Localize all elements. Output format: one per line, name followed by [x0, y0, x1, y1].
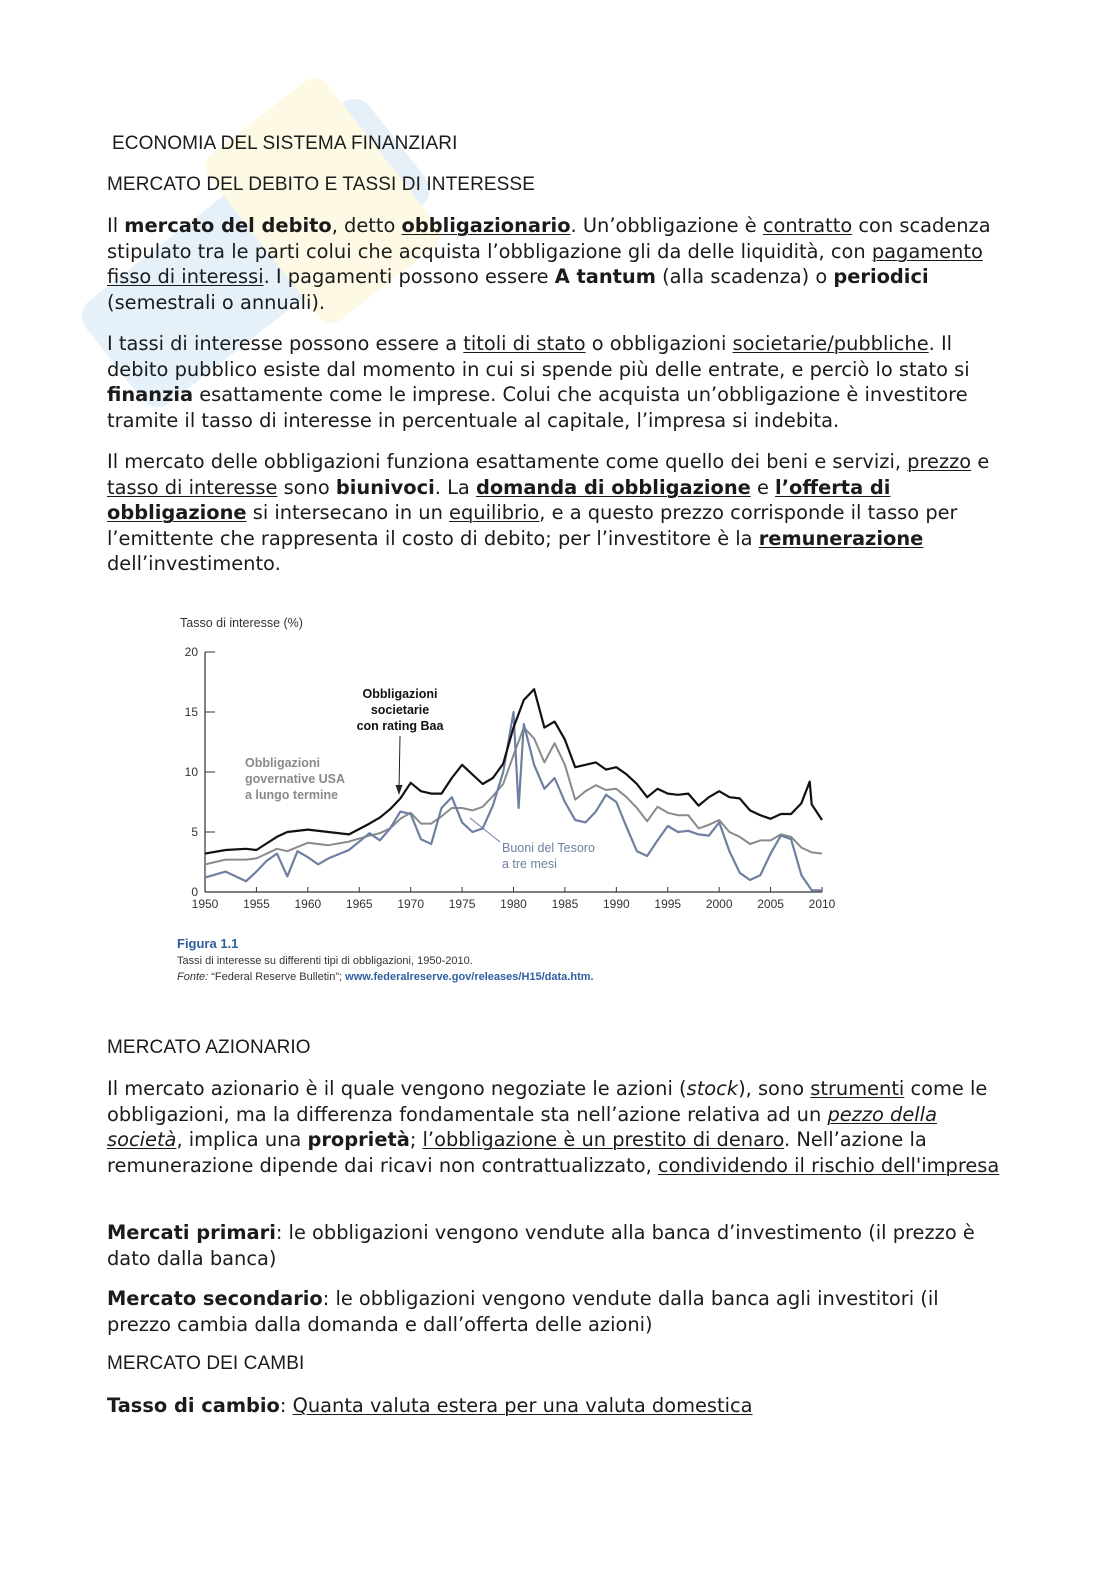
- series-annotation-line: governative USA: [245, 772, 346, 786]
- y-tick-label: 5: [191, 825, 198, 839]
- figure-source: Fonte: “Federal Reserve Bulletin”; www.federalreserve.gov/releases/H15/data.htm.: [177, 971, 594, 983]
- x-tick-label: 1970: [397, 897, 425, 911]
- y-tick-label: 0: [191, 885, 198, 899]
- x-tick-label: 2010: [808, 897, 836, 911]
- x-tick-label: 1975: [448, 897, 476, 911]
- paragraph-exchange-rate: Tasso di cambio: Quanta valuta estera per una valuta domestica: [107, 1394, 753, 1417]
- x-tick-label: 1985: [551, 897, 579, 911]
- y-tick-label: 20: [184, 645, 198, 659]
- series-annotation-line: con rating Baa: [356, 719, 444, 733]
- y-tick-label: 10: [184, 765, 198, 779]
- interest-rate-chart: [170, 610, 850, 995]
- series-annotation-2: [502, 841, 595, 871]
- x-tick-label: 2005: [757, 897, 784, 911]
- paragraph-primary-markets: Mercati primari: le obbligazioni vengono vendute alla banca d’investimento (il prezzo è dato dalla banca): [107, 1221, 975, 1270]
- paragraph-secondary-market: Mercato secondario: le obbligazioni vengono vendute dalla banca agli investitori (il prezzo cambia dalla domanda e dall’offerta delle azioni): [107, 1287, 939, 1336]
- paragraph-stock-market: Il mercato azionario è il quale vengono negoziate le azioni (stock), sono strumenti come le obbligazioni, ma la differenza fondamentale sta nell’azione relativa ad un pezzo della società, implica una proprietà; l’obbligazione è un prestito di denaro. Nell’azione la remunerazione dipende dai ricavi non contrattualizzato, condividendo il rischio dell'impresa: [107, 1077, 1000, 1177]
- x-tick-label: 1980: [500, 897, 527, 911]
- annotation-arrow-baa: [399, 736, 400, 791]
- series-annotation-line: societarie: [370, 703, 430, 717]
- x-tick-label: 1990: [602, 897, 630, 911]
- series-annotation-line: a lungo termine: [245, 788, 339, 802]
- paragraph-debt-market: Il mercato del debito, detto obbligazionario. Un’obbligazione è contratto con scadenza stipulato tra le parti colui che acquista l’obbligazione gli da delle liquidità, con pagamento fisso di interessi. I pagamenti possono essere A tantum (alla scadenza) o periodici (semestrali o annuali).: [107, 214, 991, 314]
- x-tick-label: 1965: [345, 897, 373, 911]
- section-heading-debt-market: MERCATO DEL DEBITO E TASSI DI INTERESSE: [107, 174, 535, 195]
- series-annotation-line: Obbligazioni: [362, 687, 438, 701]
- section-heading-stock-market: MERCATO AZIONARIO: [107, 1037, 311, 1058]
- x-tick-label: 2000: [705, 897, 733, 911]
- figure-number: Figura 1.1: [177, 936, 239, 951]
- y-axis-label: Tasso di interesse (%): [180, 616, 303, 630]
- paragraph-bond-market: Il mercato delle obbligazioni funziona esattamente come quello dei beni e servizi, prezzo e tasso di interesse sono biunivoci. La domanda di obbligazione e l’offerta di obbligazione si intersecano in un equilibrio, e a questo prezzo corrisponde il tasso per l’emittente che rappresenta il costo di debito; per l’investitore è la remunerazione dell’investimento.: [107, 450, 990, 576]
- y-tick-label: 15: [184, 705, 198, 719]
- series-annotation-line: Buoni del Tesoro: [502, 841, 595, 855]
- document-title: ECONOMIA DEL SISTEMA FINANZIARI: [112, 133, 458, 154]
- x-tick-label: 1995: [654, 897, 682, 911]
- x-tick-label: 1955: [243, 897, 270, 911]
- series-annotation-line: Obbligazioni: [245, 756, 320, 770]
- series-annotation-line: a tre mesi: [502, 857, 557, 871]
- series-annotation-0: [357, 687, 445, 733]
- x-tick-label: 1950: [191, 897, 219, 911]
- arrow-head-icon: [396, 785, 403, 795]
- section-heading-exchange-market: MERCATO DEI CAMBI: [107, 1353, 305, 1374]
- figure-caption: Tassi di interesse su differenti tipi di obbligazioni, 1950-2010.: [177, 955, 473, 967]
- series-annotation-1: [245, 756, 345, 802]
- x-tick-label: 1960: [294, 897, 322, 911]
- paragraph-interest-rates: I tassi di interesse possono essere a titoli di stato o obbligazioni societarie/pubbliche. Il debito pubblico esiste dal momento in cui si spende più delle entrate, e perciò lo stato si finanzia esattamente come le imprese. Colui che acquista un’obbligazione è investitore tramite il tasso di interesse in percentuale al capitale, l’impresa si indebita.: [107, 332, 970, 432]
